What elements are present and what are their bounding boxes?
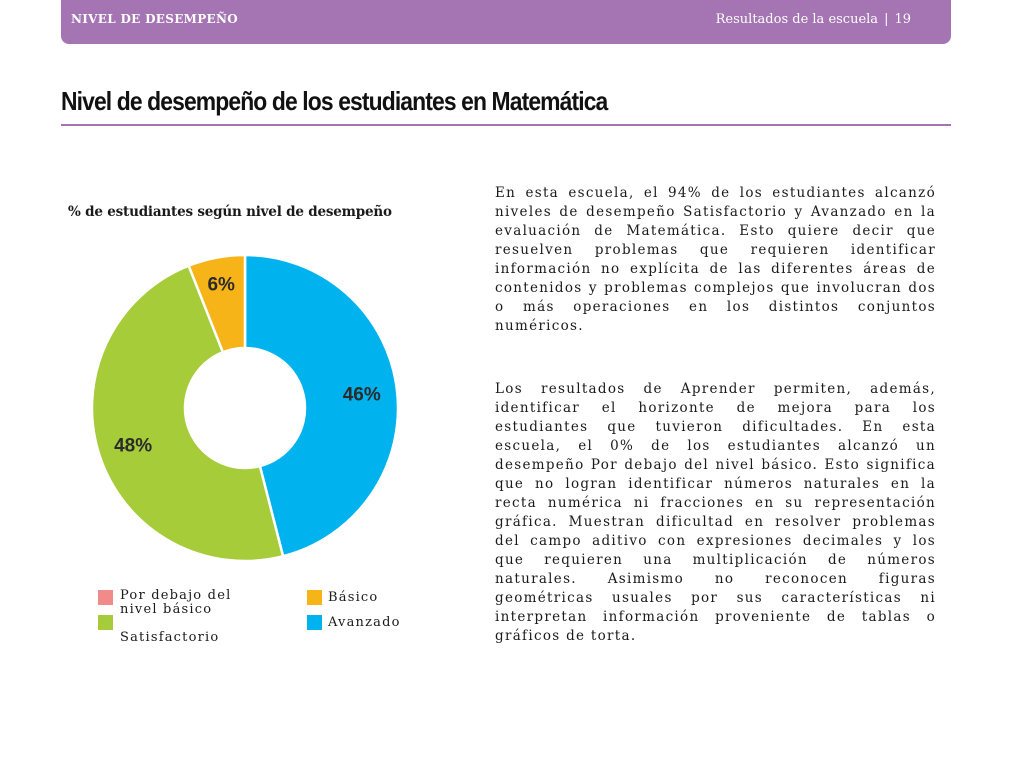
title-rule <box>61 124 951 126</box>
legend-swatch-basico <box>307 590 322 605</box>
legend-label-por-debajo: Por debajo del nivel básico <box>120 588 232 617</box>
chart-legend <box>98 588 438 658</box>
chart-slices <box>92 255 398 561</box>
legend-label-basico: Básico <box>328 590 379 605</box>
paragraph-improvement: Los resultados de Aprender permiten, además, identificar el horizonte de mejora para los estudiantes que tuvieron dificultades. En esta escuela, el 0% de los estudiantes alcanzó un desempeño Por debajo del nivel básico. Esto significa que no logran identificar números naturales en la recta numérica ni fracciones en su representación gráfica. Muestran dificultad en resolver problemas del campo aditivo con expresiones decimales y los que requieren una multiplicación de números naturales. Asimismo no reconocen figuras geométricas usuales por sus características ni interpretan información proveniente de tablas o gráficos de torta. <box>495 381 936 644</box>
header-separator: | <box>884 12 889 27</box>
header-band <box>61 0 951 44</box>
header-right-text: Resultados de la escuela <box>715 12 879 27</box>
chart-title: % de estudiantes según nivel de desempeño <box>68 204 392 220</box>
paragraph-summary: En esta escuela, el 94% de los estudiantes alcanzó niveles de desempeño Satisfactorio y Avanzado en la evaluación de Matemática. Esto quiere decir que resuelven problemas que requieren identificar información no explícita de las diferentes áreas de contenidos y problemas complejos que involucran dos o más operaciones en los distintos conjuntos numéricos. <box>495 185 936 334</box>
legend-swatch-avanzado <box>307 615 322 630</box>
legend-label-satisfactorio: Satisfactorio <box>120 630 220 645</box>
section-label: NIVEL DE DESEMPEÑO <box>71 12 239 26</box>
page-title: Nivel de desempeño de los estudiantes en Matemática <box>61 86 608 116</box>
data-label-satisfactorio: 48% <box>114 435 153 457</box>
legend-swatch-satisfactorio <box>98 615 113 630</box>
page-number: 19 <box>894 12 911 27</box>
legend-label-avanzado: Avanzado <box>328 615 401 630</box>
legend-swatch-por-debajo <box>98 590 113 605</box>
data-label-avanzado: 46% <box>342 384 381 406</box>
data-label-basico: 6% <box>207 274 235 296</box>
donut-chart <box>60 230 440 570</box>
header-right <box>716 12 911 27</box>
